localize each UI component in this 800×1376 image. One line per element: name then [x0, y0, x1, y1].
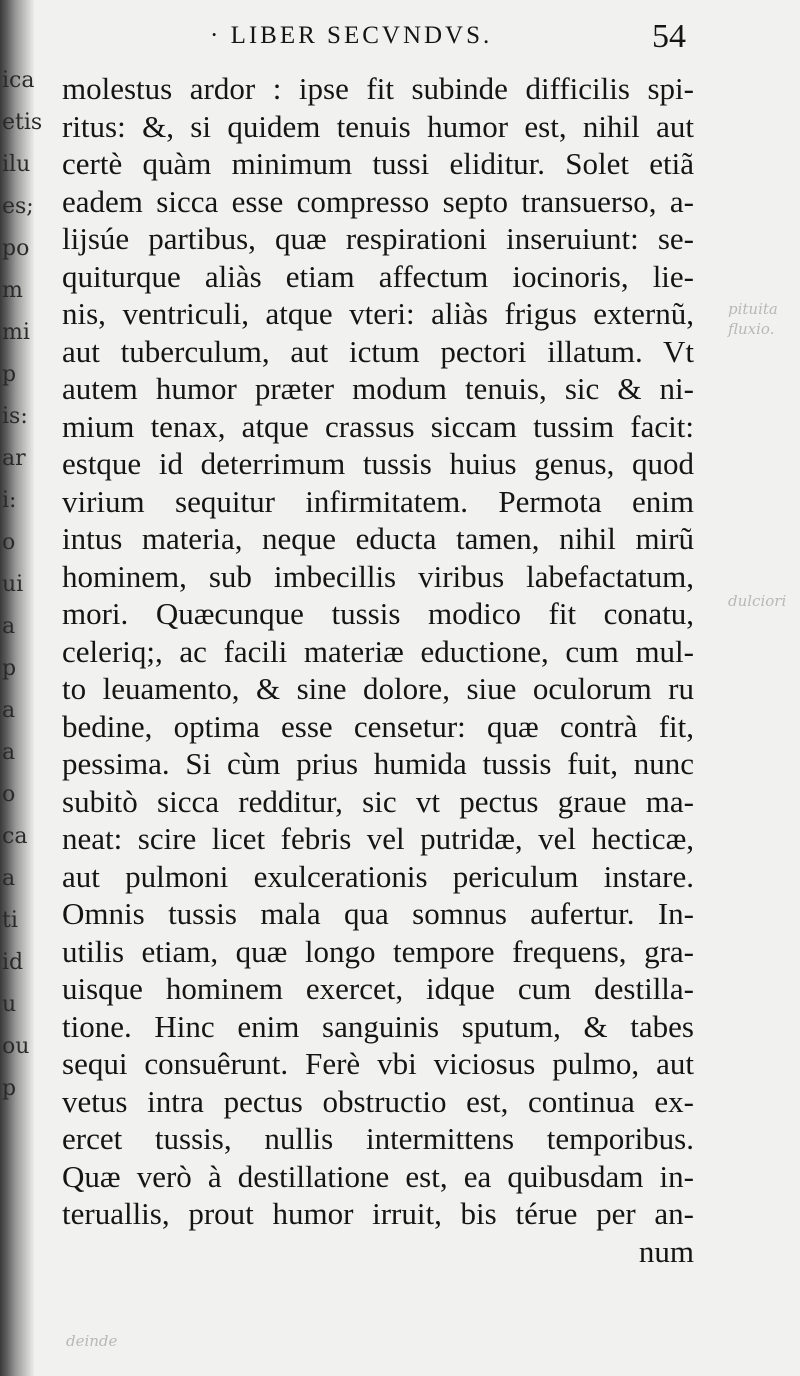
text-line: uisque hominem exercet, idque cum destilla- — [62, 971, 694, 1006]
gutter-fragment: ti — [2, 908, 18, 933]
gutter-fragment: id — [2, 950, 24, 975]
text-line: celeriq;, ac facili materiæ eductione, cum mul- — [62, 633, 694, 669]
text-line: bedine, optima esse censetur: quæ contrà fit, — [62, 708, 694, 744]
gutter-fragment: mi — [2, 320, 30, 345]
gutter-fragment: i: — [2, 488, 17, 513]
text-line: molestus ardor : ipse fit subinde difficilis spi- — [62, 71, 694, 106]
gutter-fragment: ou — [2, 1034, 30, 1059]
bleed-through-text: fluxio. — [728, 320, 775, 338]
gutter-fragment: o — [2, 782, 16, 807]
running-head: · LIBER SECVNDVS. — [210, 22, 493, 49]
text-line: utilis etiam, quæ longo tempore frequens, gra- — [62, 933, 694, 969]
text-line: quiturque aliàs etiam affectum iocinoris, lie- — [62, 258, 694, 294]
text-line: certè quàm minimum tussi eliditur. Solet etiã — [62, 146, 694, 181]
text-line: estque id deterrimum tussis huius genus, quod — [62, 446, 694, 481]
gutter-fragment: a — [2, 740, 16, 765]
text-line: tione. Hinc enim sanguinis sputum, & tabes — [62, 1008, 694, 1044]
text-line: mium tenax, atque crassus siccam tussim facit: — [62, 408, 694, 444]
binding-gutter — [0, 0, 43, 1376]
text-line: Quæ verò à destillatione est, ea quibusdam in- — [62, 1158, 694, 1194]
gutter-fragment: ar — [2, 446, 26, 471]
text-line: lijsúe partibus, quæ respirationi inseruiunt: se- — [62, 221, 694, 256]
page-header — [60, 18, 692, 58]
text-line: sequi consuêrunt. Ferè vbi viciosus pulmo, aut — [62, 1046, 694, 1081]
gutter-fragment: p — [2, 656, 17, 681]
text-line: aut pulmoni exulcerationis periculum instare. — [62, 858, 694, 894]
gutter-fragment: a — [2, 698, 16, 723]
gutter-fragment: p — [2, 1076, 17, 1101]
gutter-fragment: o — [2, 530, 16, 555]
text-line: nis, ventriculi, atque vteri: aliàs frigus externũ, — [62, 296, 694, 331]
text-line: intus materia, neque educta tamen, nihil mirũ — [62, 521, 694, 556]
text-line: Omnis tussis mala qua somnus aufertur. In- — [62, 896, 694, 931]
gutter-fragment: etis — [2, 110, 43, 135]
gutter-fragment: p — [2, 362, 17, 387]
gutter-fragment: a — [2, 866, 16, 891]
text-line: autem humor præter modum tenuis, sic & ni- — [62, 371, 694, 406]
gutter-fragment: po — [2, 236, 30, 261]
text-line: teruallis, prout humor irruit, bis térue per an- — [62, 1196, 694, 1231]
gutter-fragment: ilu — [2, 152, 31, 177]
gutter-fragment: m — [2, 278, 23, 303]
gutter-fragment: ca — [2, 824, 28, 849]
text-line: mori. Quæcunque tussis modico fit conatu, — [62, 596, 694, 631]
bleed-through-text: deinde — [66, 1332, 118, 1350]
gutter-fragment: a — [2, 614, 16, 639]
text-line: pessima. Si cùm prius humida tussis fuit, nunc — [62, 746, 694, 781]
gutter-fragment: es; — [2, 194, 34, 219]
gutter-fragment: u — [2, 992, 17, 1017]
bleed-through-text: pituita — [728, 300, 778, 318]
text-line: aut tuberculum, aut ictum pectori illatum. Vt — [62, 333, 694, 369]
gutter-fragment: is: — [2, 404, 28, 429]
text-line: ercet tussis, nullis intermittens temporibus. — [62, 1121, 694, 1156]
text-line: subitò sicca redditur, sic vt pectus graue ma- — [62, 783, 694, 819]
text-line: virium sequitur infirmitatem. Permota enim — [62, 483, 694, 519]
page-number: 54 — [652, 18, 686, 55]
gutter-fragment: ica — [2, 68, 35, 93]
catchword: num — [638, 1233, 694, 1269]
text-line: neat: scire licet febris vel putridæ, vel hecticæ, — [62, 821, 694, 856]
text-line: vetus intra pectus obstructio est, continua ex- — [62, 1083, 694, 1119]
text-line: eadem sicca esse compresso septo transuerso, a- — [62, 183, 694, 219]
text-line: hominem, sub imbecillis viribus labefactatum, — [62, 558, 694, 594]
text-line: to leuamento, & sine dolore, siue oculorum ru — [62, 671, 694, 706]
gutter-fragment: ui — [2, 572, 24, 597]
bleed-through-text: dulciori — [728, 592, 787, 610]
body-text — [62, 70, 694, 1270]
text-line: ritus: &, si quidem tenuis humor est, nihil aut — [62, 108, 694, 144]
